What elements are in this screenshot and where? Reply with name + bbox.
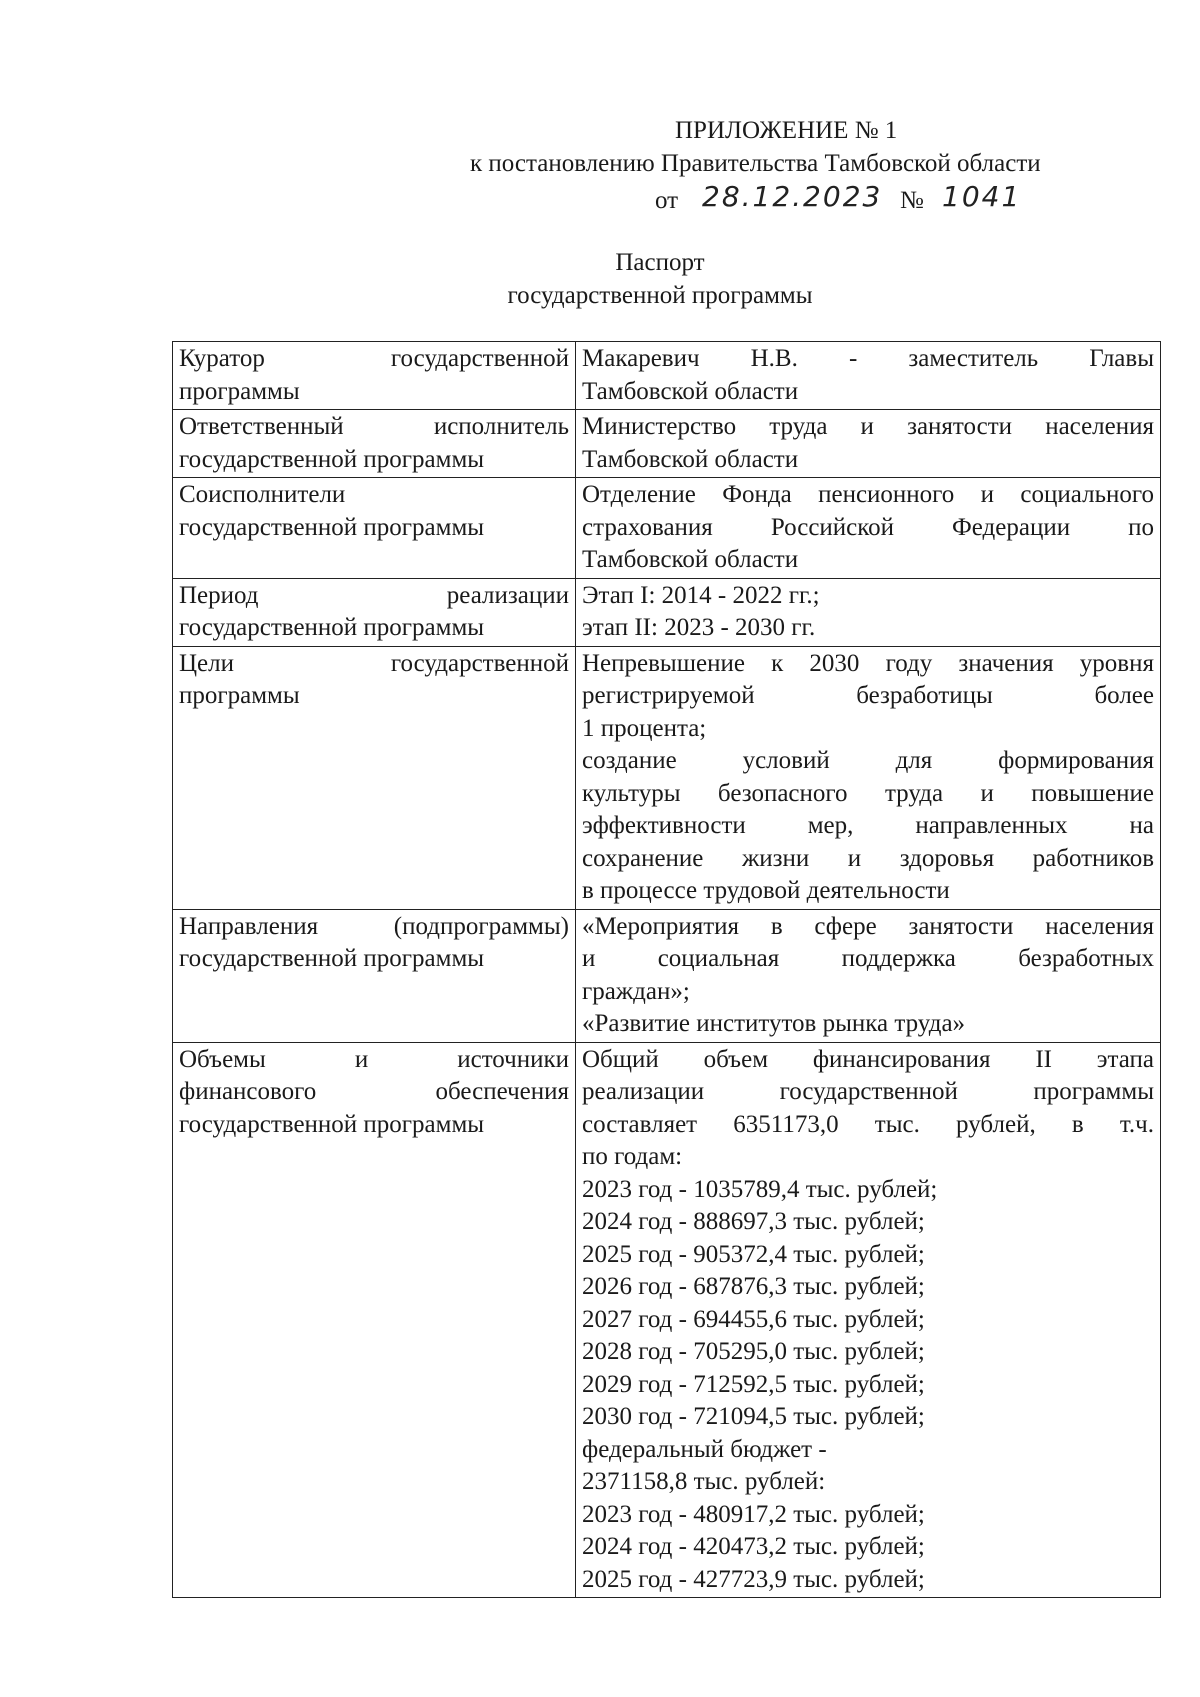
label-line: государственной программы	[179, 945, 485, 972]
value-line: этап II: 2023 - 2030 гг.	[582, 614, 816, 641]
value-line: 1 процента;	[582, 714, 707, 742]
document-title: Паспорт	[615, 249, 705, 276]
table-row-co-executors	[173, 478, 1161, 579]
handwritten-number: 1041	[942, 180, 1022, 213]
value-line: 2025 год - 427723,9 тыс. рублей;	[582, 1565, 925, 1593]
document-subtitle: государственной программы	[507, 282, 813, 309]
value-line: 2026 год - 687876,3 тыс. рублей;	[582, 1273, 925, 1300]
value-line: Отделение Фонда пенсионного и социального	[582, 481, 1154, 508]
row-value	[576, 646, 1161, 909]
value-line: 2024 год - 888697,3 тыс. рублей;	[582, 1208, 925, 1235]
row-label	[173, 909, 576, 1042]
value-line: 2029 год - 712592,5 тыс. рублей;	[582, 1370, 925, 1398]
value-line: реализации государственной программы	[582, 1078, 1154, 1105]
table-row-executor	[173, 410, 1161, 478]
resolution-date-number	[470, 180, 1170, 220]
label-line: Объемы и источники	[179, 1045, 569, 1073]
row-value	[576, 1042, 1161, 1598]
row-label	[173, 646, 576, 909]
resolution-reference: к постановлению Правительства Тамбовской области	[470, 150, 1041, 177]
value-line: создание условий для формирования	[582, 747, 1154, 774]
value-line: Макаревич Н.В. - заместитель Главы	[582, 345, 1154, 372]
table-row-goals	[173, 646, 1161, 909]
row-label	[173, 342, 576, 410]
label-line: государственной программы	[179, 1110, 485, 1138]
value-line: Тамбовской области	[582, 445, 799, 473]
value-line: 2024 год - 420473,2 тыс. рублей;	[582, 1533, 925, 1560]
row-value	[576, 410, 1161, 478]
table-row-funding	[173, 1042, 1161, 1598]
value-line: составляет 6351173,0 тыс. рублей, в т.ч.	[582, 1110, 1154, 1138]
value-line: 2028 год - 705295,0 тыс. рублей;	[582, 1338, 925, 1365]
value-line: 2025 год - 905372,4 тыс. рублей;	[582, 1240, 925, 1268]
value-line: федеральный бюджет -	[582, 1435, 827, 1463]
value-line: сохранение жизни и здоровья работников	[582, 844, 1154, 872]
value-line: по годам:	[582, 1143, 683, 1170]
row-label	[173, 410, 576, 478]
value-line: эффективности мер, направленных на	[582, 812, 1154, 839]
value-line: культуры безопасного труда и повышение	[582, 779, 1154, 807]
label-line: Ответственный исполнитель	[179, 413, 569, 440]
row-value	[576, 909, 1161, 1042]
appendix-header	[470, 114, 1170, 220]
value-line: Тамбовской области	[582, 546, 799, 573]
value-line: «Развитие институтов рынка труда»	[582, 1010, 966, 1037]
label-line: Куратор государственной	[179, 345, 569, 372]
label-line: государственной программы	[179, 445, 485, 473]
value-line: и социальная поддержка безработных	[582, 945, 1154, 972]
label-line: государственной программы	[179, 614, 485, 641]
row-value	[576, 478, 1161, 579]
value-line: «Мероприятия в сфере занятости населения	[582, 912, 1154, 940]
value-line: Тамбовской области	[582, 377, 799, 405]
value-line: Непревышение к 2030 году значения уровня	[582, 649, 1154, 677]
value-line: 2023 год - 480917,2 тыс. рублей;	[582, 1500, 925, 1528]
label-line: Соисполнители	[179, 481, 346, 508]
appendix-title: ПРИЛОЖЕНИЕ № 1	[675, 117, 898, 144]
value-line: в процессе трудовой деятельности	[582, 877, 950, 904]
number-label: №	[900, 187, 924, 214]
row-label	[173, 1042, 576, 1598]
row-value	[576, 342, 1161, 410]
label-line: Период реализации	[179, 581, 569, 609]
value-line: Общий объем финансирования II этапа	[582, 1045, 1154, 1073]
value-line: 2030 год - 721094,5 тыс. рублей;	[582, 1403, 925, 1430]
label-line: финансового обеспечения	[179, 1078, 569, 1105]
row-value	[576, 578, 1161, 646]
passport-table	[172, 341, 1161, 1598]
label-line: Цели государственной	[179, 649, 569, 677]
value-line: 2023 год - 1035789,4 тыс. рублей;	[582, 1175, 938, 1203]
value-line: регистрируемой безработицы более	[582, 682, 1154, 709]
row-label	[173, 478, 576, 579]
label-line: программы	[179, 682, 300, 709]
label-line: программы	[179, 377, 300, 405]
value-line: Министерство труда и занятости населения	[582, 413, 1154, 440]
handwritten-date: 28.12.2023	[702, 180, 883, 213]
table-row-period	[173, 578, 1161, 646]
table-row-directions	[173, 909, 1161, 1042]
from-label: от	[655, 187, 679, 214]
value-line: граждан»;	[582, 977, 690, 1005]
value-line: страхования Российской Федерации по	[582, 513, 1154, 541]
label-line: государственной программы	[179, 513, 485, 541]
value-line: 2027 год - 694455,6 тыс. рублей;	[582, 1305, 925, 1333]
value-line: Этап I: 2014 - 2022 гг.;	[582, 581, 820, 609]
row-label	[173, 578, 576, 646]
value-line: 2371158,8 тыс. рублей:	[582, 1468, 826, 1495]
label-line: Направления (подпрограммы)	[179, 912, 569, 940]
table-row-curator	[173, 342, 1161, 410]
